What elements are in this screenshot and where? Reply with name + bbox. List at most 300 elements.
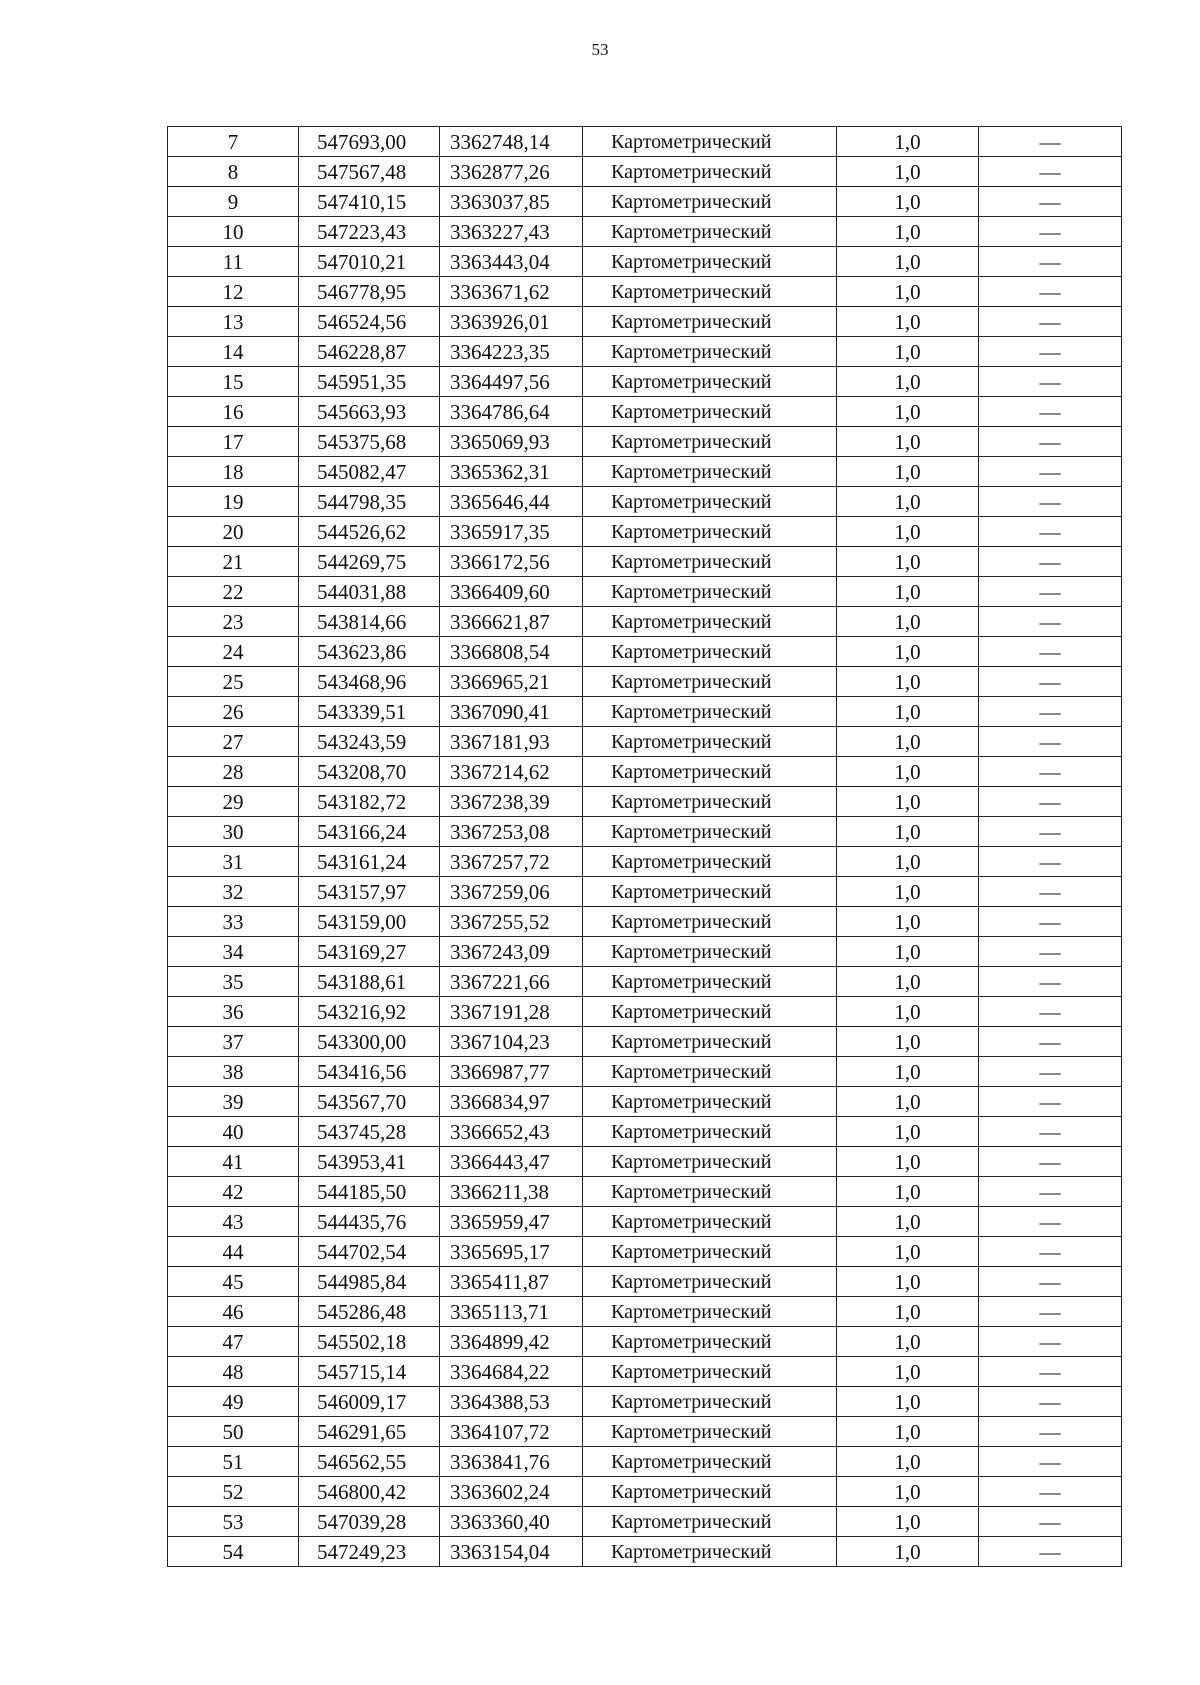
y-coordinate-cell: 3365113,71 (440, 1297, 583, 1327)
x-coordinate-cell: 546291,65 (299, 1417, 440, 1447)
accuracy-cell: 1,0 (837, 1417, 979, 1447)
description-cell: — (979, 1477, 1122, 1507)
table-row (168, 757, 1122, 787)
y-coordinate-cell: 3367243,09 (440, 937, 583, 967)
accuracy-cell: 1,0 (837, 637, 979, 667)
table-row (168, 607, 1122, 637)
description-cell: — (979, 667, 1122, 697)
coordinates-table (167, 126, 1122, 1567)
table-row (168, 157, 1122, 187)
x-coordinate-cell: 543953,41 (299, 1147, 440, 1177)
y-coordinate-cell: 3365695,17 (440, 1237, 583, 1267)
point-number-cell: 30 (168, 817, 299, 847)
point-number-cell: 48 (168, 1357, 299, 1387)
y-coordinate-cell: 3363926,01 (440, 307, 583, 337)
method-cell: Картометрический (583, 1417, 837, 1447)
x-coordinate-cell: 543243,59 (299, 727, 440, 757)
table-row (168, 1087, 1122, 1117)
method-cell: Картометрический (583, 1507, 837, 1537)
point-number-cell: 24 (168, 637, 299, 667)
y-coordinate-cell: 3367191,28 (440, 997, 583, 1027)
y-coordinate-cell: 3367259,06 (440, 877, 583, 907)
x-coordinate-cell: 543745,28 (299, 1117, 440, 1147)
point-number-cell: 26 (168, 697, 299, 727)
accuracy-cell: 1,0 (837, 697, 979, 727)
accuracy-cell: 1,0 (837, 367, 979, 397)
table-row (168, 577, 1122, 607)
description-cell: — (979, 547, 1122, 577)
table-row (168, 547, 1122, 577)
description-cell: — (979, 847, 1122, 877)
point-number-cell: 44 (168, 1237, 299, 1267)
x-coordinate-cell: 543166,24 (299, 817, 440, 847)
accuracy-cell: 1,0 (837, 1357, 979, 1387)
y-coordinate-cell: 3366211,38 (440, 1177, 583, 1207)
y-coordinate-cell: 3366652,43 (440, 1117, 583, 1147)
x-coordinate-cell: 547223,43 (299, 217, 440, 247)
method-cell: Картометрический (583, 937, 837, 967)
point-number-cell: 12 (168, 277, 299, 307)
method-cell: Картометрический (583, 547, 837, 577)
table-row (168, 1477, 1122, 1507)
description-cell: — (979, 337, 1122, 367)
y-coordinate-cell: 3363443,04 (440, 247, 583, 277)
description-cell: — (979, 1207, 1122, 1237)
table-row (168, 1177, 1122, 1207)
method-cell: Картометрический (583, 1057, 837, 1087)
table-row (168, 667, 1122, 697)
method-cell: Картометрический (583, 397, 837, 427)
accuracy-cell: 1,0 (837, 727, 979, 757)
description-cell: — (979, 187, 1122, 217)
description-cell: — (979, 757, 1122, 787)
method-cell: Картометрический (583, 277, 837, 307)
accuracy-cell: 1,0 (837, 1027, 979, 1057)
table-row (168, 1027, 1122, 1057)
description-cell: — (979, 1027, 1122, 1057)
description-cell: — (979, 307, 1122, 337)
accuracy-cell: 1,0 (837, 1327, 979, 1357)
description-cell: — (979, 517, 1122, 547)
point-number-cell: 18 (168, 457, 299, 487)
y-coordinate-cell: 3364684,22 (440, 1357, 583, 1387)
x-coordinate-cell: 543416,56 (299, 1057, 440, 1087)
table-row (168, 1417, 1122, 1447)
accuracy-cell: 1,0 (837, 247, 979, 277)
description-cell: — (979, 937, 1122, 967)
description-cell: — (979, 457, 1122, 487)
method-cell: Картометрический (583, 1027, 837, 1057)
accuracy-cell: 1,0 (837, 1057, 979, 1087)
y-coordinate-cell: 3366965,21 (440, 667, 583, 697)
accuracy-cell: 1,0 (837, 1477, 979, 1507)
table-row (168, 1357, 1122, 1387)
description-cell: — (979, 1147, 1122, 1177)
table-row (168, 1387, 1122, 1417)
accuracy-cell: 1,0 (837, 1207, 979, 1237)
accuracy-cell: 1,0 (837, 1537, 979, 1567)
description-cell: — (979, 427, 1122, 457)
y-coordinate-cell: 3367253,08 (440, 817, 583, 847)
table-row (168, 397, 1122, 427)
accuracy-cell: 1,0 (837, 667, 979, 697)
x-coordinate-cell: 543814,66 (299, 607, 440, 637)
coordinates-table-body (168, 127, 1122, 1567)
description-cell: — (979, 1327, 1122, 1357)
point-number-cell: 9 (168, 187, 299, 217)
method-cell: Картометрический (583, 607, 837, 637)
x-coordinate-cell: 547249,23 (299, 1537, 440, 1567)
point-number-cell: 23 (168, 607, 299, 637)
description-cell: — (979, 1237, 1122, 1267)
description-cell: — (979, 1057, 1122, 1087)
method-cell: Картометрический (583, 727, 837, 757)
point-number-cell: 47 (168, 1327, 299, 1357)
y-coordinate-cell: 3365959,47 (440, 1207, 583, 1237)
page-number: 53 (591, 40, 609, 59)
y-coordinate-cell: 3366834,97 (440, 1087, 583, 1117)
accuracy-cell: 1,0 (837, 1177, 979, 1207)
table-row (168, 1207, 1122, 1237)
accuracy-cell: 1,0 (837, 757, 979, 787)
point-number-cell: 54 (168, 1537, 299, 1567)
accuracy-cell: 1,0 (837, 1297, 979, 1327)
method-cell: Картометрический (583, 157, 837, 187)
point-number-cell: 39 (168, 1087, 299, 1117)
method-cell: Картометрический (583, 967, 837, 997)
table-row (168, 337, 1122, 367)
y-coordinate-cell: 3367257,72 (440, 847, 583, 877)
accuracy-cell: 1,0 (837, 787, 979, 817)
description-cell: — (979, 277, 1122, 307)
x-coordinate-cell: 547567,48 (299, 157, 440, 187)
point-number-cell: 17 (168, 427, 299, 457)
x-coordinate-cell: 545951,35 (299, 367, 440, 397)
description-cell: — (979, 637, 1122, 667)
description-cell: — (979, 817, 1122, 847)
y-coordinate-cell: 3363602,24 (440, 1477, 583, 1507)
description-cell: — (979, 487, 1122, 517)
table-row (168, 997, 1122, 1027)
accuracy-cell: 1,0 (837, 1237, 979, 1267)
point-number-cell: 36 (168, 997, 299, 1027)
x-coordinate-cell: 543161,24 (299, 847, 440, 877)
y-coordinate-cell: 3363360,40 (440, 1507, 583, 1537)
method-cell: Картометрический (583, 697, 837, 727)
y-coordinate-cell: 3364388,53 (440, 1387, 583, 1417)
table-row (168, 937, 1122, 967)
x-coordinate-cell: 544031,88 (299, 577, 440, 607)
point-number-cell: 40 (168, 1117, 299, 1147)
point-number-cell: 33 (168, 907, 299, 937)
method-cell: Картометрический (583, 1387, 837, 1417)
x-coordinate-cell: 545375,68 (299, 427, 440, 457)
accuracy-cell: 1,0 (837, 487, 979, 517)
method-cell: Картометрический (583, 1177, 837, 1207)
description-cell: — (979, 997, 1122, 1027)
y-coordinate-cell: 3366443,47 (440, 1147, 583, 1177)
accuracy-cell: 1,0 (837, 157, 979, 187)
y-coordinate-cell: 3364223,35 (440, 337, 583, 367)
x-coordinate-cell: 546562,55 (299, 1447, 440, 1477)
description-cell: — (979, 967, 1122, 997)
point-number-cell: 50 (168, 1417, 299, 1447)
method-cell: Картометрический (583, 847, 837, 877)
description-cell: — (979, 1417, 1122, 1447)
x-coordinate-cell: 544985,84 (299, 1267, 440, 1297)
y-coordinate-cell: 3363227,43 (440, 217, 583, 247)
table-row (168, 517, 1122, 547)
y-coordinate-cell: 3365362,31 (440, 457, 583, 487)
y-coordinate-cell: 3367214,62 (440, 757, 583, 787)
x-coordinate-cell: 544435,76 (299, 1207, 440, 1237)
accuracy-cell: 1,0 (837, 187, 979, 217)
method-cell: Картометрический (583, 667, 837, 697)
point-number-cell: 32 (168, 877, 299, 907)
accuracy-cell: 1,0 (837, 127, 979, 157)
point-number-cell: 34 (168, 937, 299, 967)
accuracy-cell: 1,0 (837, 577, 979, 607)
table-row (168, 1147, 1122, 1177)
description-cell: — (979, 1387, 1122, 1417)
method-cell: Картометрический (583, 1087, 837, 1117)
accuracy-cell: 1,0 (837, 607, 979, 637)
method-cell: Картометрический (583, 457, 837, 487)
method-cell: Картометрический (583, 1237, 837, 1267)
method-cell: Картометрический (583, 517, 837, 547)
y-coordinate-cell: 3367090,41 (440, 697, 583, 727)
y-coordinate-cell: 3366172,56 (440, 547, 583, 577)
accuracy-cell: 1,0 (837, 877, 979, 907)
accuracy-cell: 1,0 (837, 397, 979, 427)
method-cell: Картометрический (583, 1327, 837, 1357)
description-cell: — (979, 217, 1122, 247)
description-cell: — (979, 1537, 1122, 1567)
accuracy-cell: 1,0 (837, 1267, 979, 1297)
y-coordinate-cell: 3365917,35 (440, 517, 583, 547)
accuracy-cell: 1,0 (837, 427, 979, 457)
x-coordinate-cell: 543188,61 (299, 967, 440, 997)
point-number-cell: 10 (168, 217, 299, 247)
table-row (168, 697, 1122, 727)
x-coordinate-cell: 543300,00 (299, 1027, 440, 1057)
description-cell: — (979, 367, 1122, 397)
table-row (168, 1117, 1122, 1147)
accuracy-cell: 1,0 (837, 1387, 979, 1417)
method-cell: Картометрический (583, 1297, 837, 1327)
x-coordinate-cell: 545715,14 (299, 1357, 440, 1387)
description-cell: — (979, 247, 1122, 277)
description-cell: — (979, 877, 1122, 907)
point-number-cell: 29 (168, 787, 299, 817)
point-number-cell: 31 (168, 847, 299, 877)
point-number-cell: 14 (168, 337, 299, 367)
point-number-cell: 42 (168, 1177, 299, 1207)
x-coordinate-cell: 545663,93 (299, 397, 440, 427)
method-cell: Картометрический (583, 1537, 837, 1567)
method-cell: Картометрический (583, 787, 837, 817)
description-cell: — (979, 1267, 1122, 1297)
table-row (168, 277, 1122, 307)
point-number-cell: 52 (168, 1477, 299, 1507)
accuracy-cell: 1,0 (837, 277, 979, 307)
point-number-cell: 27 (168, 727, 299, 757)
y-coordinate-cell: 3363154,04 (440, 1537, 583, 1567)
x-coordinate-cell: 543567,70 (299, 1087, 440, 1117)
table-row (168, 907, 1122, 937)
point-number-cell: 49 (168, 1387, 299, 1417)
point-number-cell: 35 (168, 967, 299, 997)
x-coordinate-cell: 547039,28 (299, 1507, 440, 1537)
table-row (168, 427, 1122, 457)
table-row (168, 487, 1122, 517)
table-row (168, 367, 1122, 397)
y-coordinate-cell: 3366621,87 (440, 607, 583, 637)
x-coordinate-cell: 543169,27 (299, 937, 440, 967)
description-cell: — (979, 697, 1122, 727)
accuracy-cell: 1,0 (837, 457, 979, 487)
method-cell: Картометрический (583, 1447, 837, 1477)
y-coordinate-cell: 3364786,64 (440, 397, 583, 427)
description-cell: — (979, 1357, 1122, 1387)
y-coordinate-cell: 3365646,44 (440, 487, 583, 517)
point-number-cell: 53 (168, 1507, 299, 1537)
x-coordinate-cell: 543208,70 (299, 757, 440, 787)
table-row (168, 877, 1122, 907)
method-cell: Картометрический (583, 1117, 837, 1147)
accuracy-cell: 1,0 (837, 547, 979, 577)
x-coordinate-cell: 546800,42 (299, 1477, 440, 1507)
y-coordinate-cell: 3364497,56 (440, 367, 583, 397)
x-coordinate-cell: 545502,18 (299, 1327, 440, 1357)
x-coordinate-cell: 543157,97 (299, 877, 440, 907)
method-cell: Картометрический (583, 817, 837, 847)
point-number-cell: 21 (168, 547, 299, 577)
x-coordinate-cell: 543216,92 (299, 997, 440, 1027)
x-coordinate-cell: 547010,21 (299, 247, 440, 277)
table-row (168, 1327, 1122, 1357)
table-row (168, 187, 1122, 217)
description-cell: — (979, 1087, 1122, 1117)
description-cell: — (979, 1117, 1122, 1147)
x-coordinate-cell: 543339,51 (299, 697, 440, 727)
y-coordinate-cell: 3365069,93 (440, 427, 583, 457)
table-row (168, 217, 1122, 247)
accuracy-cell: 1,0 (837, 217, 979, 247)
table-row (168, 457, 1122, 487)
point-number-cell: 38 (168, 1057, 299, 1087)
point-number-cell: 45 (168, 1267, 299, 1297)
accuracy-cell: 1,0 (837, 907, 979, 937)
accuracy-cell: 1,0 (837, 1447, 979, 1477)
method-cell: Картометрический (583, 427, 837, 457)
point-number-cell: 43 (168, 1207, 299, 1237)
table-row (168, 1507, 1122, 1537)
point-number-cell: 15 (168, 367, 299, 397)
x-coordinate-cell: 546228,87 (299, 337, 440, 367)
y-coordinate-cell: 3364899,42 (440, 1327, 583, 1357)
x-coordinate-cell: 544702,54 (299, 1237, 440, 1267)
method-cell: Картометрический (583, 127, 837, 157)
description-cell: — (979, 1507, 1122, 1537)
x-coordinate-cell: 544269,75 (299, 547, 440, 577)
method-cell: Картометрический (583, 337, 837, 367)
method-cell: Картометрический (583, 1267, 837, 1297)
table-row (168, 847, 1122, 877)
table-row (168, 967, 1122, 997)
point-number-cell: 41 (168, 1147, 299, 1177)
table-row (168, 817, 1122, 847)
y-coordinate-cell: 3367238,39 (440, 787, 583, 817)
description-cell: — (979, 727, 1122, 757)
table-row (168, 127, 1122, 157)
x-coordinate-cell: 547410,15 (299, 187, 440, 217)
table-row (168, 1447, 1122, 1477)
accuracy-cell: 1,0 (837, 337, 979, 367)
accuracy-cell: 1,0 (837, 967, 979, 997)
table-row (168, 727, 1122, 757)
accuracy-cell: 1,0 (837, 817, 979, 847)
method-cell: Картометрический (583, 1357, 837, 1387)
method-cell: Картометрический (583, 367, 837, 397)
method-cell: Картометрический (583, 217, 837, 247)
table-row (168, 1537, 1122, 1567)
x-coordinate-cell: 545082,47 (299, 457, 440, 487)
description-cell: — (979, 127, 1122, 157)
method-cell: Картометрический (583, 247, 837, 277)
y-coordinate-cell: 3363037,85 (440, 187, 583, 217)
y-coordinate-cell: 3365411,87 (440, 1267, 583, 1297)
y-coordinate-cell: 3362877,26 (440, 157, 583, 187)
point-number-cell: 20 (168, 517, 299, 547)
x-coordinate-cell: 546524,56 (299, 307, 440, 337)
x-coordinate-cell: 546009,17 (299, 1387, 440, 1417)
table-row (168, 637, 1122, 667)
method-cell: Картометрический (583, 1477, 837, 1507)
description-cell: — (979, 577, 1122, 607)
accuracy-cell: 1,0 (837, 1507, 979, 1537)
method-cell: Картометрический (583, 637, 837, 667)
table-row (168, 307, 1122, 337)
table-row (168, 1297, 1122, 1327)
accuracy-cell: 1,0 (837, 1147, 979, 1177)
table-row (168, 787, 1122, 817)
y-coordinate-cell: 3363671,62 (440, 277, 583, 307)
point-number-cell: 11 (168, 247, 299, 277)
y-coordinate-cell: 3366987,77 (440, 1057, 583, 1087)
description-cell: — (979, 397, 1122, 427)
method-cell: Картометрический (583, 757, 837, 787)
x-coordinate-cell: 543182,72 (299, 787, 440, 817)
description-cell: — (979, 1447, 1122, 1477)
x-coordinate-cell: 544185,50 (299, 1177, 440, 1207)
y-coordinate-cell: 3367255,52 (440, 907, 583, 937)
method-cell: Картометрический (583, 577, 837, 607)
method-cell: Картометрический (583, 907, 837, 937)
table-row (168, 1057, 1122, 1087)
point-number-cell: 8 (168, 157, 299, 187)
method-cell: Картометрический (583, 1147, 837, 1177)
method-cell: Картометрический (583, 307, 837, 337)
table-row (168, 1267, 1122, 1297)
y-coordinate-cell: 3362748,14 (440, 127, 583, 157)
point-number-cell: 51 (168, 1447, 299, 1477)
accuracy-cell: 1,0 (837, 307, 979, 337)
y-coordinate-cell: 3366808,54 (440, 637, 583, 667)
y-coordinate-cell: 3367221,66 (440, 967, 583, 997)
accuracy-cell: 1,0 (837, 1087, 979, 1117)
description-cell: — (979, 607, 1122, 637)
